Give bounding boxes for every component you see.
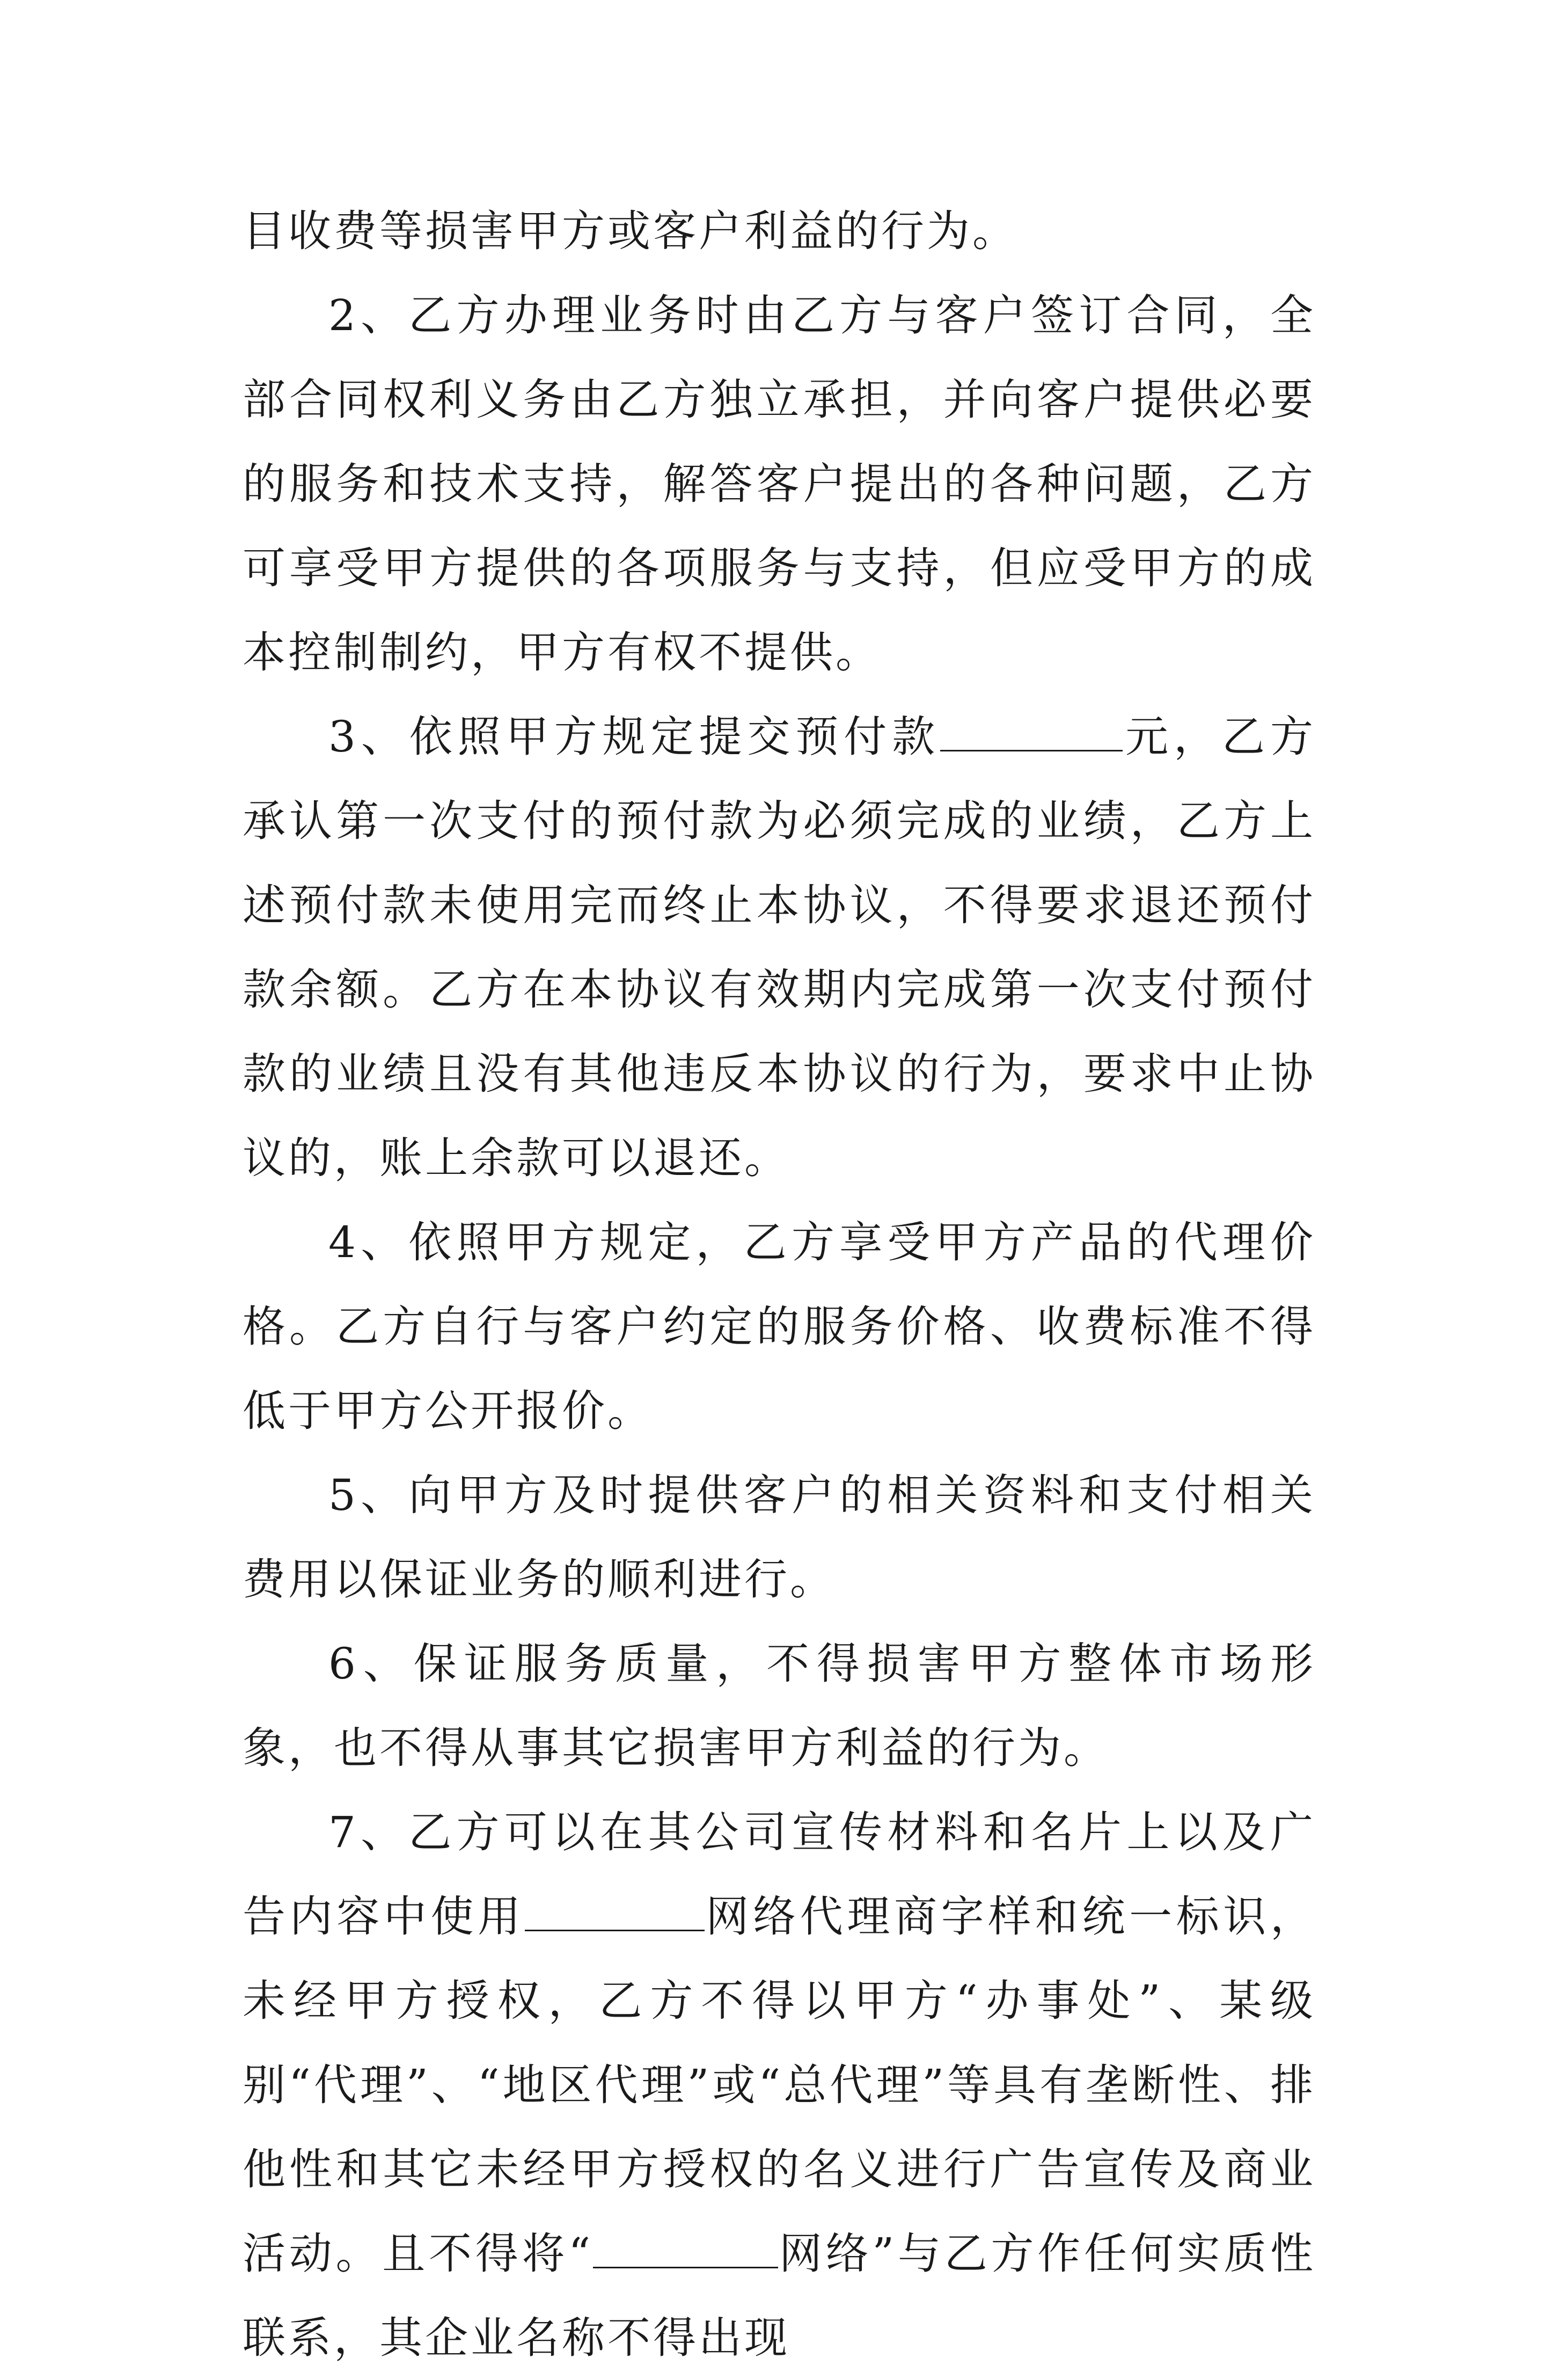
company-name-blank-2 (593, 2229, 778, 2268)
clause-7-text-part3: 网络”与乙方作任何实质性联系，其企业名称不得出现 (243, 2229, 1316, 2363)
clause-3-text-after: 元，乙方承认第一次支付的预付款为必须完成的业绩，乙方上述预付款未使用完而终止本协议，不得要求退还预付款余额。乙方在本协议有效期内完成第一次支付预付款的业绩且没有其他违反本协议的行为，要求中止协议的，账上余款可以退还。 (243, 712, 1316, 1183)
paragraph-clause-6: 6、保证服务质量，不得损害甲方整体市场形象，也不得从事其它损害甲方利益的行为。 (243, 1639, 1316, 1773)
paragraph-clause-5: 5、向甲方及时提供客户的相关资料和支付相关费用以保证业务的顺利进行。 (243, 1470, 1316, 1604)
paragraph-clause-2: 2、乙方办理业务时由乙方与客户签订合同，全部合同权利义务由乙方独立承担，并向客户提供必要的服务和技术支持，解答客户提出的各种问题，乙方可享受甲方提供的各项服务与支持，但应受甲方的成本控制制约，甲方有权不提供。 (243, 290, 1316, 677)
clause-3-text-before: 3、依照甲方规定提交预付款 (328, 712, 941, 762)
company-name-blank-1 (525, 1892, 705, 1931)
document-body (243, 189, 1316, 2380)
clause-7-text-part2: 网络代理商字样和统一标识，未经甲方授权，乙方不得以甲方“办事处”、某级别“代理”、“地区代理”或“总代理”等具有垄断性、排他性和其它未经甲方授权的名义进行广告宣传及商业活动。且不得将“ (243, 1892, 1316, 2279)
prepayment-amount-blank (940, 712, 1123, 751)
paragraph-clause-3 (243, 695, 1316, 1200)
paragraph-continued: 目收费等损害甲方或客户利益的行为。 (243, 206, 1018, 256)
clause-7-text-part1: 7、乙方可以在其公司宣传材料和名片上以及广告内容中使用 (243, 1807, 1316, 1941)
paragraph-clause-4: 4、依照甲方规定，乙方享受甲方产品的代理价格。乙方自行与客户约定的服务价格、收费标准不得低于甲方公开报价。 (243, 1217, 1316, 1436)
paragraph-clause-7 (243, 1790, 1316, 2380)
